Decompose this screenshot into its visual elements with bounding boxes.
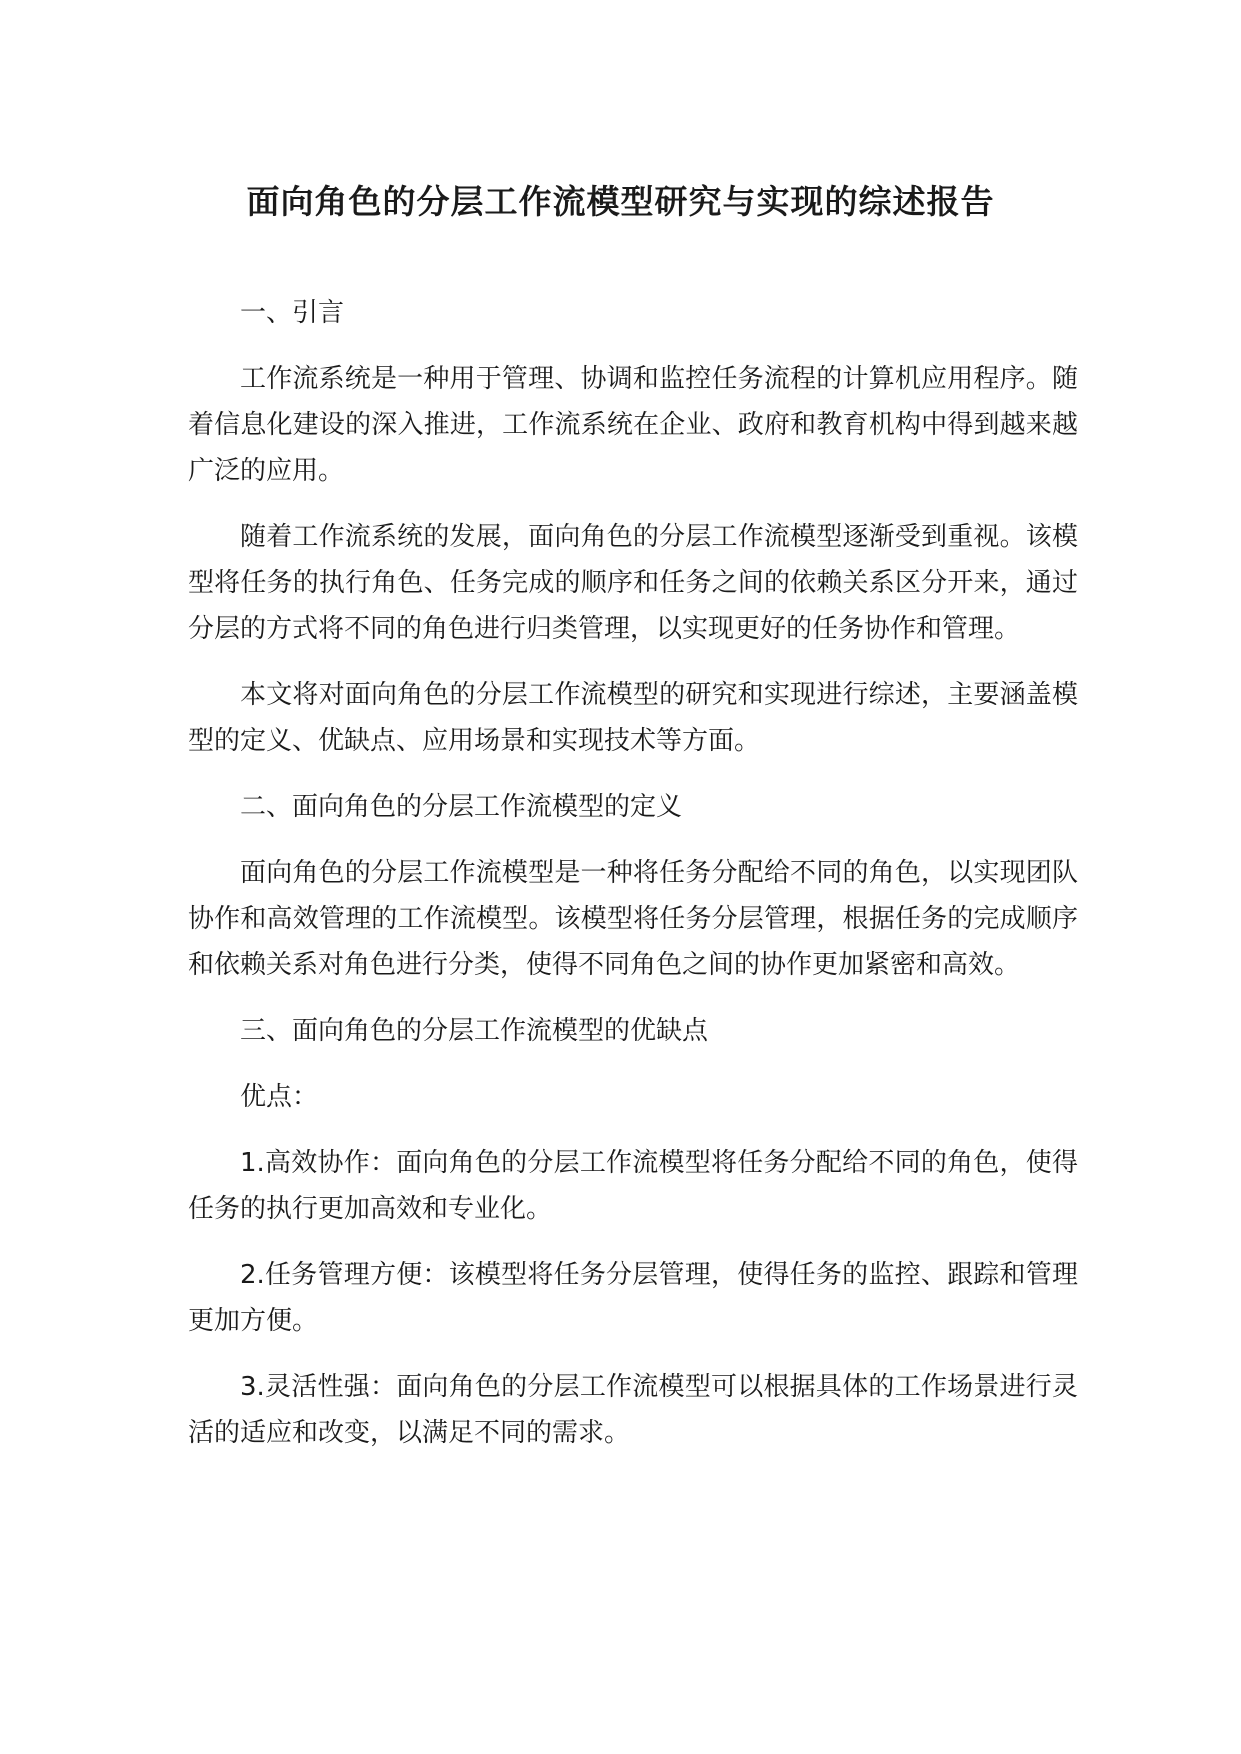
- section-heading-intro: 一、引言: [240, 298, 345, 328]
- list-item: 2.任务管理方便：该模型将任务分层管理，使得任务的监控、跟踪和管理更加方便。: [188, 1260, 1078, 1336]
- list-item: 3.灵活性强：面向角色的分层工作流模型可以根据具体的工作场景进行灵活的适应和改变，以满足不同的需求。: [188, 1372, 1078, 1448]
- document-body: [188, 290, 1078, 1476]
- list-item: 1.高效协作：面向角色的分层工作流模型将任务分配给不同的角色，使得任务的执行更加高效和专业化。: [188, 1148, 1078, 1224]
- document-title: 面向角色的分层工作流模型研究与实现的综述报告: [246, 182, 995, 221]
- section-heading-pros-cons: 三、面向角色的分层工作流模型的优缺点: [240, 1016, 709, 1046]
- paragraph: 随着工作流系统的发展，面向角色的分层工作流模型逐渐受到重视。该模型将任务的执行角色、任务完成的顺序和任务之间的依赖关系区分开来，通过分层的方式将不同的角色进行归类管理，以实现更好的任务协作和管理。: [188, 522, 1078, 644]
- section-heading-definition: 二、面向角色的分层工作流模型的定义: [240, 792, 683, 822]
- paragraph: 工作流系统是一种用于管理、协调和监控任务流程的计算机应用程序。随着信息化建设的深入推进，工作流系统在企业、政府和教育机构中得到越来越广泛的应用。: [188, 364, 1078, 486]
- paragraph: 面向角色的分层工作流模型是一种将任务分配给不同的角色，以实现团队协作和高效管理的工作流模型。该模型将任务分层管理，根据任务的完成顺序和依赖关系对角色进行分类，使得不同角色之间的协作更加紧密和高效。: [188, 858, 1078, 980]
- paragraph: 本文将对面向角色的分层工作流模型的研究和实现进行综述，主要涵盖模型的定义、优缺点、应用场景和实现技术等方面。: [188, 680, 1078, 756]
- subheading-advantages: 优点：: [240, 1082, 319, 1112]
